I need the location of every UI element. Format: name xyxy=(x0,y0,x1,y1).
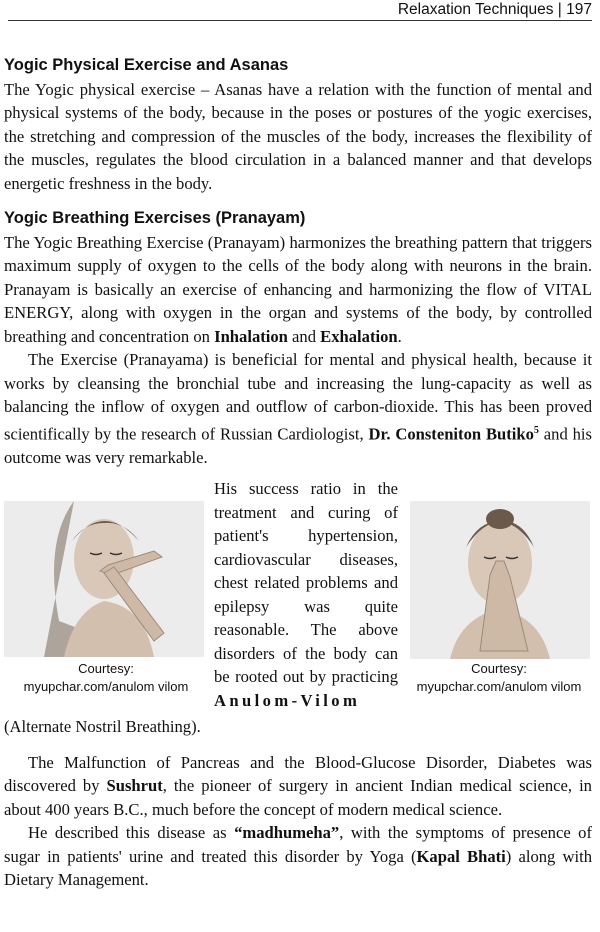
term-kapal-bhati: Kapal Bhati xyxy=(416,846,506,866)
paragraph-diabetes-end: , the pioneer of surgery in ancient Indian medical science, in about 400 years B.C., much before the concept of modern medical science. xyxy=(4,776,592,819)
footnote-marker: 5 xyxy=(533,424,539,436)
page-body xyxy=(4,54,592,892)
section-heading-pranayam: Yogic Breathing Exercises (Pranayam) xyxy=(4,209,306,227)
running-header xyxy=(0,0,600,24)
paragraph-madhumeha xyxy=(4,821,592,892)
section-heading-asanas: Yogic Physical Exercise and Asanas xyxy=(4,56,289,74)
side-text-body: His success ratio in the treatment and curing of patient's hypertension, cardiovascular diseases, chest related problems and epilepsy was quite reasonable. The above disorders of the body can be rooted out by practicing xyxy=(214,479,398,687)
paragraph-pranayam xyxy=(4,231,592,349)
caption-left xyxy=(4,660,208,696)
paragraph-benefits-text: The Exercise (Pranayama) is beneficial for mental and physical health, because it works by cleansing the bronchial tube and increasing the lung-capacity as well as balancing the inflow of oxygen and outflow of carbon-dioxide. This has been proved scientifically by the research of Russian Cardiologist, xyxy=(4,350,592,444)
connector-and: and xyxy=(287,326,321,346)
paragraph-diabetes-text: The Malfunction of Pancreas and the Blood-Glucose Disorder, Diabetes was discovered by xyxy=(4,752,592,796)
paragraph-pranayam-text: The Yogic Breathing Exercise (Pranayam) harmonizes the breathing pattern that triggers maximum supply of oxygen to the cells of the body along with neurons in the brain. Pranayam is basically an exercise of enhancing and harmonizing the flow of VITAL ENERGY, along with oxygen in the organ and systems of the body, by controlled breathing and concentration on xyxy=(4,232,592,346)
paragraph-madhumeha-text: He described this disease as xyxy=(28,823,235,843)
paragraph-pranayama-benefits xyxy=(4,348,592,469)
woman-breathing-illustration-right xyxy=(410,501,590,659)
caption-right xyxy=(400,660,598,696)
figure-row xyxy=(4,477,592,723)
term-exhalation: Exhalation xyxy=(320,326,398,346)
photo-anulom-vilom-left xyxy=(4,501,204,657)
name-sushrut: Sushrut xyxy=(106,776,163,796)
name-butiko: Dr. Consteniton Butiko xyxy=(368,424,534,444)
paragraph-madhumeha-mid: , with the symptoms of presence of sugar in patients' urine and treated this disorder by Yoga ( xyxy=(4,823,592,866)
term-anulom-vilom: Anulom-Vilom xyxy=(214,690,361,710)
woman-breathing-illustration-left xyxy=(4,501,204,657)
caption-left-line1: Courtesy: xyxy=(78,661,134,677)
figure-side-text xyxy=(214,477,398,712)
paragraph-asanas: The Yogic physical exercise – Asanas have a relation with the function of mental and physical systems of the body, because in the poses or postures of the yogic exercises, the stretching and compression of the muscles of the body, increases the flexibility of the muscles, regulates the blood circulation in a balanced manner and that develops energetic freshness in the body. xyxy=(4,79,592,193)
paragraph-madhumeha-end: ) along with Dietary Management. xyxy=(4,846,593,890)
paragraph-diabetes-history xyxy=(4,751,592,822)
photo-anulom-vilom-right xyxy=(410,501,590,659)
term-inhalation: Inhalation xyxy=(214,326,288,346)
caption-right-line2: myupchar.com/anulom vilom xyxy=(416,679,582,695)
caption-left-line2: myupchar.com/anulom vilom xyxy=(23,679,189,695)
header-rule xyxy=(8,20,592,21)
running-title: Relaxation Techniques | 197 xyxy=(397,1,592,18)
term-madhumeha: “madhumeha” xyxy=(234,823,340,843)
paragraph-benefits-end: and his outcome was very remarkable. xyxy=(4,424,592,467)
sentence-end: . xyxy=(397,326,402,346)
caption-right-line1: Courtesy: xyxy=(471,661,527,677)
alternate-nostril-note: (Alternate Nostril Breathing). xyxy=(4,717,201,737)
